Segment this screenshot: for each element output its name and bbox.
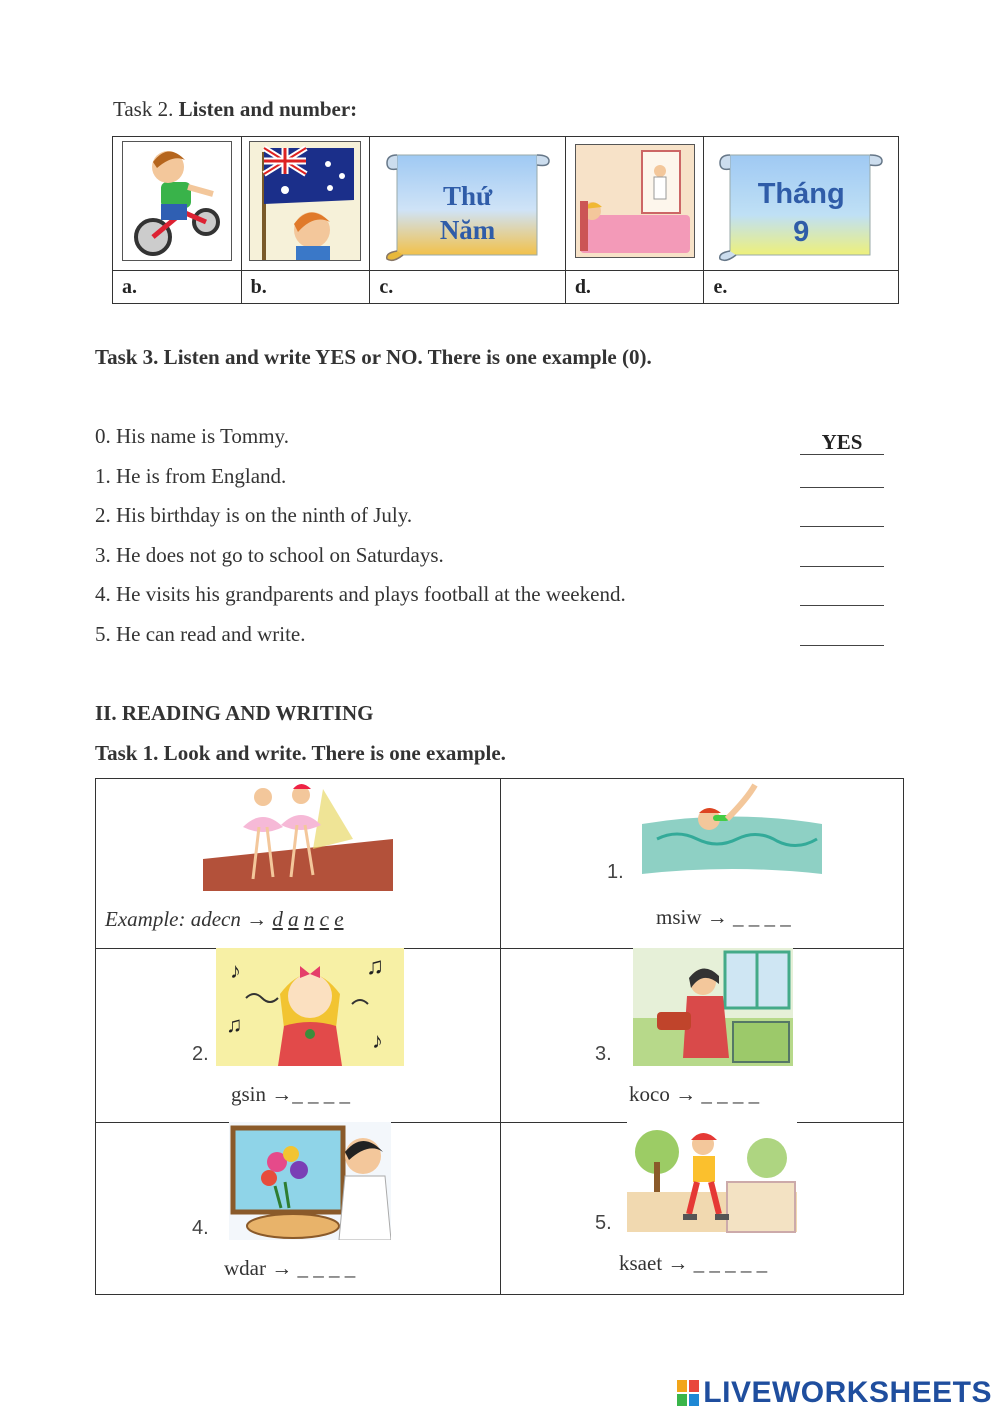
- task2-table: [112, 136, 899, 304]
- cell-3-text: koco → _ _ _ _: [629, 1082, 760, 1106]
- task2-letter-b: b.: [241, 271, 370, 304]
- cell-number-3: 3.: [595, 1043, 612, 1065]
- liveworksheets-logo: [677, 1376, 992, 1410]
- painting-boy-picture: [229, 1122, 391, 1240]
- svg-text:♪: ♪: [372, 1028, 383, 1053]
- task2-cell-c: [370, 137, 566, 271]
- task2-heading: [113, 97, 357, 122]
- task3-answer-blank-5[interactable]: [800, 645, 884, 646]
- cell-number-5: 5.: [595, 1212, 612, 1234]
- reading-grid: [95, 778, 904, 1295]
- swimming-boy-picture: [637, 779, 827, 879]
- task3-item-2: 2. His birthday is on the ninth of July.: [95, 503, 413, 527]
- task3-item-3: 3. He does not go to school on Saturdays.: [95, 543, 444, 567]
- cell-4-text: wdar → _ _ _ _: [224, 1256, 356, 1280]
- task3-item-1: 1. He is from England.: [95, 464, 287, 488]
- example-answer-letter: e: [334, 907, 344, 931]
- svg-text:♪: ♪: [230, 958, 241, 983]
- task3-item-5: 5. He can read and write.: [95, 622, 306, 646]
- boy-on-bicycle-picture: [122, 141, 232, 261]
- cell-number-4: 4.: [192, 1217, 209, 1239]
- skating-boy-picture: [627, 1122, 797, 1240]
- scroll-c-line1: Thứ: [442, 180, 493, 211]
- task3-item-0: 0. His name is Tommy.: [95, 424, 289, 448]
- svg-text:♫: ♫: [226, 1012, 243, 1037]
- task3-answer-blank-3[interactable]: [800, 566, 884, 567]
- cell-1-text: msiw → _ _ _ _: [656, 905, 791, 929]
- grid-divider: [500, 779, 501, 1294]
- section2-title: II. READING AND WRITING: [95, 701, 374, 725]
- scroll-e-line2: 9: [793, 215, 810, 248]
- task3-item-4: 4. He visits his grandparents and plays football at the weekend.: [95, 582, 626, 606]
- cell-number-1: 1.: [607, 861, 624, 883]
- singing-girl-picture: [216, 948, 404, 1066]
- task2-letter-e: e.: [704, 271, 899, 304]
- example-label: Example: adecn →: [105, 907, 268, 931]
- task2-heading-prefix: Task 2.: [113, 97, 174, 121]
- liveworksheets-badge-icon: [677, 1380, 699, 1406]
- scroll-e-line1: Tháng: [757, 177, 845, 210]
- task2-letter-a: a.: [113, 271, 242, 304]
- svg-text:♫: ♫: [366, 954, 384, 980]
- cooking-girl-picture: [633, 948, 793, 1066]
- example-answer-letter: d: [272, 907, 283, 931]
- task3-answer-blank-4[interactable]: [800, 605, 884, 606]
- cell-2-text: gsin →_ _ _ _: [231, 1082, 351, 1106]
- example-answer-letter: n: [303, 907, 315, 931]
- dancing-girls-picture: [203, 779, 393, 891]
- task3-heading: Task 3. Listen and write YES or NO. There is one example (0).: [95, 345, 652, 369]
- example-answer-letter: c: [319, 907, 329, 931]
- task3-example-underline: [800, 454, 884, 455]
- cell-number-2: 2.: [192, 1043, 209, 1065]
- task2-cell-d: [565, 137, 704, 271]
- task2-letter-c: c.: [370, 271, 566, 304]
- task2-heading-text: Listen and number:: [178, 97, 358, 121]
- scroll-c-line2: Năm: [439, 214, 496, 245]
- task3-answer-blank-2[interactable]: [800, 526, 884, 527]
- australia-flag-picture: [249, 141, 361, 261]
- task2-cell-b: [241, 137, 370, 271]
- girl-in-bed-picture: [575, 144, 695, 258]
- task3-example-answer: YES: [821, 430, 863, 454]
- example-answer-letter: a: [288, 907, 299, 931]
- task3-answer-blank-1[interactable]: [800, 487, 884, 488]
- liveworksheets-logo-text: LIVEWORKSHEETS: [703, 1376, 992, 1409]
- reading-task1-heading: Task 1. Look and write. There is one example.: [95, 741, 506, 765]
- task2-letter-d: d.: [565, 271, 704, 304]
- cell-5-text: ksaet → _ _ _ _ _: [619, 1251, 768, 1275]
- task2-cell-a: [113, 137, 242, 271]
- example-cell-text: [105, 907, 344, 932]
- task2-cell-e: [704, 137, 899, 271]
